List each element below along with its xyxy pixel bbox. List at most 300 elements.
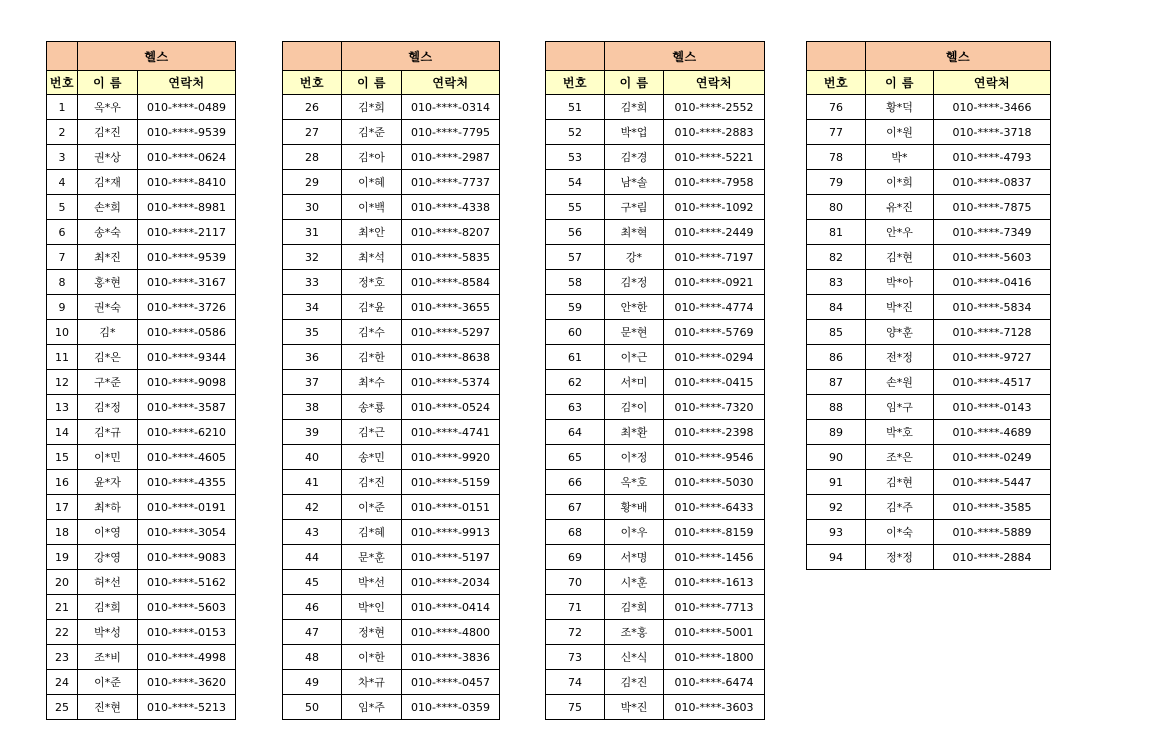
row-name-cell: 시*훈	[605, 570, 664, 595]
row-phone-cell: 010-****-5835	[402, 245, 500, 270]
table-row	[47, 595, 236, 620]
row-phone-cell: 010-****-5159	[402, 470, 500, 495]
row-name-cell: 조*비	[78, 645, 138, 670]
table-body	[546, 95, 765, 720]
table-row	[283, 420, 500, 445]
table-row	[283, 470, 500, 495]
row-number-cell: 31	[283, 220, 342, 245]
table-row	[283, 395, 500, 420]
title-corner-cell	[546, 42, 605, 71]
row-phone-cell: 010-****-0143	[934, 395, 1051, 420]
table-body	[47, 95, 236, 720]
row-number-cell: 44	[283, 545, 342, 570]
table-row	[807, 95, 1051, 120]
row-name-cell: 김*아	[342, 145, 402, 170]
table-row	[546, 345, 765, 370]
row-number-cell: 18	[47, 520, 78, 545]
row-phone-cell: 010-****-0586	[138, 320, 236, 345]
row-name-cell: 이*희	[866, 170, 934, 195]
table-row	[807, 245, 1051, 270]
row-name-cell: 문*현	[605, 320, 664, 345]
row-phone-cell: 010-****-5197	[402, 545, 500, 570]
row-name-cell: 박*성	[78, 620, 138, 645]
table-title: 헬스	[342, 42, 500, 71]
row-number-cell: 46	[283, 595, 342, 620]
row-number-cell: 65	[546, 445, 605, 470]
table-row	[47, 620, 236, 645]
table-row	[546, 395, 765, 420]
row-number-cell: 24	[47, 670, 78, 695]
row-name-cell: 박*인	[342, 595, 402, 620]
row-number-cell: 84	[807, 295, 866, 320]
row-name-cell: 강*영	[78, 545, 138, 570]
table-title: 헬스	[605, 42, 765, 71]
row-number-cell: 33	[283, 270, 342, 295]
row-number-cell: 9	[47, 295, 78, 320]
row-phone-cell: 010-****-4605	[138, 445, 236, 470]
row-number-cell: 60	[546, 320, 605, 345]
row-phone-cell: 010-****-1613	[664, 570, 765, 595]
table-row	[47, 120, 236, 145]
row-name-cell: 김*규	[78, 420, 138, 445]
table-row	[47, 695, 236, 720]
row-name-cell: 정*현	[342, 620, 402, 645]
row-number-cell: 85	[807, 320, 866, 345]
row-phone-cell: 010-****-3167	[138, 270, 236, 295]
row-name-cell: 김*현	[866, 245, 934, 270]
row-phone-cell: 010-****-3620	[138, 670, 236, 695]
row-phone-cell: 010-****-3585	[934, 495, 1051, 520]
row-phone-cell: 010-****-7958	[664, 170, 765, 195]
row-phone-cell: 010-****-0624	[138, 145, 236, 170]
table-row	[283, 370, 500, 395]
row-number-cell: 58	[546, 270, 605, 295]
table-row	[546, 670, 765, 695]
row-phone-cell: 010-****-3054	[138, 520, 236, 545]
row-number-cell: 79	[807, 170, 866, 195]
table-row	[283, 620, 500, 645]
row-phone-cell: 010-****-0489	[138, 95, 236, 120]
row-phone-cell: 010-****-0921	[664, 270, 765, 295]
row-name-cell: 최*진	[78, 245, 138, 270]
column-header-name: 이 름	[866, 71, 934, 95]
row-number-cell: 91	[807, 470, 866, 495]
column-header-phone: 연락처	[138, 71, 236, 95]
table-row	[47, 195, 236, 220]
row-name-cell: 윤*자	[78, 470, 138, 495]
table-row	[546, 170, 765, 195]
row-name-cell: 이*준	[78, 670, 138, 695]
row-name-cell: 송*룡	[342, 395, 402, 420]
row-name-cell: 남*솔	[605, 170, 664, 195]
row-phone-cell: 010-****-8981	[138, 195, 236, 220]
table-row	[47, 670, 236, 695]
row-number-cell: 22	[47, 620, 78, 645]
row-name-cell: 김*희	[78, 595, 138, 620]
table-row	[807, 295, 1051, 320]
row-phone-cell: 010-****-6210	[138, 420, 236, 445]
row-phone-cell: 010-****-5447	[934, 470, 1051, 495]
row-phone-cell: 010-****-8207	[402, 220, 500, 245]
row-number-cell: 37	[283, 370, 342, 395]
row-phone-cell: 010-****-4774	[664, 295, 765, 320]
table-row	[47, 420, 236, 445]
row-name-cell: 황*덕	[866, 95, 934, 120]
row-name-cell: 김*근	[342, 420, 402, 445]
row-phone-cell: 010-****-7128	[934, 320, 1051, 345]
row-number-cell: 3	[47, 145, 78, 170]
row-phone-cell: 010-****-1456	[664, 545, 765, 570]
table-row	[283, 445, 500, 470]
row-phone-cell: 010-****-0837	[934, 170, 1051, 195]
table-row	[283, 570, 500, 595]
column-header-number: 번호	[546, 71, 605, 95]
row-name-cell: 옥*우	[78, 95, 138, 120]
row-name-cell: 김*희	[342, 95, 402, 120]
table-title: 헬스	[866, 42, 1051, 71]
row-name-cell: 전*정	[866, 345, 934, 370]
row-number-cell: 21	[47, 595, 78, 620]
row-name-cell: 이*원	[866, 120, 934, 145]
row-number-cell: 42	[283, 495, 342, 520]
row-phone-cell: 010-****-3655	[402, 295, 500, 320]
row-number-cell: 61	[546, 345, 605, 370]
row-number-cell: 80	[807, 195, 866, 220]
table-row	[283, 520, 500, 545]
row-name-cell: 이*숙	[866, 520, 934, 545]
row-number-cell: 2	[47, 120, 78, 145]
row-number-cell: 67	[546, 495, 605, 520]
table-row	[283, 495, 500, 520]
table-row	[283, 345, 500, 370]
table-row	[47, 495, 236, 520]
row-number-cell: 41	[283, 470, 342, 495]
row-name-cell: 최*안	[342, 220, 402, 245]
row-name-cell: 최*하	[78, 495, 138, 520]
row-number-cell: 34	[283, 295, 342, 320]
row-name-cell: 최*혁	[605, 220, 664, 245]
column-header-phone: 연락처	[664, 71, 765, 95]
table-row	[546, 320, 765, 345]
row-number-cell: 11	[47, 345, 78, 370]
row-number-cell: 35	[283, 320, 342, 345]
row-name-cell: 서*미	[605, 370, 664, 395]
table-row	[807, 170, 1051, 195]
row-name-cell: 권*상	[78, 145, 138, 170]
table-row	[47, 445, 236, 470]
row-name-cell: 김*재	[78, 170, 138, 195]
table-row	[47, 645, 236, 670]
row-name-cell: 김*정	[78, 395, 138, 420]
row-number-cell: 47	[283, 620, 342, 645]
row-number-cell: 10	[47, 320, 78, 345]
table-row	[807, 470, 1051, 495]
row-phone-cell: 010-****-3466	[934, 95, 1051, 120]
table-row	[546, 595, 765, 620]
row-number-cell: 43	[283, 520, 342, 545]
row-name-cell: 양*훈	[866, 320, 934, 345]
row-phone-cell: 010-****-2987	[402, 145, 500, 170]
row-number-cell: 50	[283, 695, 342, 720]
row-name-cell: 안*우	[866, 220, 934, 245]
row-name-cell: 서*명	[605, 545, 664, 570]
row-number-cell: 62	[546, 370, 605, 395]
row-number-cell: 54	[546, 170, 605, 195]
row-name-cell: 임*구	[866, 395, 934, 420]
row-name-cell: 송*민	[342, 445, 402, 470]
row-phone-cell: 010-****-5030	[664, 470, 765, 495]
row-name-cell: 이*백	[342, 195, 402, 220]
row-name-cell: 신*식	[605, 645, 664, 670]
row-name-cell: 김*한	[342, 345, 402, 370]
table-row	[807, 520, 1051, 545]
row-name-cell: 박*진	[605, 695, 664, 720]
row-number-cell: 27	[283, 120, 342, 145]
row-number-cell: 15	[47, 445, 78, 470]
row-phone-cell: 010-****-4800	[402, 620, 500, 645]
row-name-cell: 이*우	[605, 520, 664, 545]
row-name-cell: 구*준	[78, 370, 138, 395]
row-phone-cell: 010-****-9920	[402, 445, 500, 470]
table-row	[546, 120, 765, 145]
row-number-cell: 45	[283, 570, 342, 595]
row-number-cell: 93	[807, 520, 866, 545]
table-row	[807, 145, 1051, 170]
column-header-name: 이 름	[78, 71, 138, 95]
table-row	[47, 370, 236, 395]
row-phone-cell: 010-****-5213	[138, 695, 236, 720]
row-name-cell: 이*준	[342, 495, 402, 520]
row-phone-cell: 010-****-0249	[934, 445, 1051, 470]
column-header-number: 번호	[807, 71, 866, 95]
row-phone-cell: 010-****-3587	[138, 395, 236, 420]
row-name-cell: 차*규	[342, 670, 402, 695]
row-phone-cell: 010-****-4517	[934, 370, 1051, 395]
row-phone-cell: 010-****-2117	[138, 220, 236, 245]
table-row	[283, 245, 500, 270]
row-name-cell: 문*훈	[342, 545, 402, 570]
row-name-cell: 이*영	[78, 520, 138, 545]
roster-table-2	[282, 41, 500, 720]
table-row	[47, 245, 236, 270]
row-phone-cell: 010-****-2398	[664, 420, 765, 445]
table-row	[807, 120, 1051, 145]
column-header-name: 이 름	[605, 71, 664, 95]
table-row	[283, 170, 500, 195]
row-name-cell: 이*정	[605, 445, 664, 470]
row-phone-cell: 010-****-8584	[402, 270, 500, 295]
row-phone-cell: 010-****-5374	[402, 370, 500, 395]
row-name-cell: 김*은	[78, 345, 138, 370]
row-number-cell: 87	[807, 370, 866, 395]
row-number-cell: 82	[807, 245, 866, 270]
row-name-cell: 진*현	[78, 695, 138, 720]
title-corner-cell	[807, 42, 866, 71]
row-number-cell: 89	[807, 420, 866, 445]
row-phone-cell: 010-****-1092	[664, 195, 765, 220]
row-name-cell: 조*홍	[605, 620, 664, 645]
row-phone-cell: 010-****-0294	[664, 345, 765, 370]
table-row	[546, 195, 765, 220]
row-number-cell: 16	[47, 470, 78, 495]
row-phone-cell: 010-****-0457	[402, 670, 500, 695]
table-title: 헬스	[78, 42, 236, 71]
row-number-cell: 48	[283, 645, 342, 670]
row-phone-cell: 010-****-0414	[402, 595, 500, 620]
row-number-cell: 30	[283, 195, 342, 220]
row-name-cell: 이*민	[78, 445, 138, 470]
row-name-cell: 박*업	[605, 120, 664, 145]
row-phone-cell: 010-****-9098	[138, 370, 236, 395]
table-row	[807, 495, 1051, 520]
row-name-cell: 허*선	[78, 570, 138, 595]
row-phone-cell: 010-****-1800	[664, 645, 765, 670]
table-row	[47, 320, 236, 345]
row-number-cell: 49	[283, 670, 342, 695]
row-phone-cell: 010-****-3718	[934, 120, 1051, 145]
table-row	[546, 445, 765, 470]
table-row	[283, 145, 500, 170]
row-name-cell: 박*호	[866, 420, 934, 445]
row-number-cell: 1	[47, 95, 78, 120]
row-phone-cell: 010-****-5834	[934, 295, 1051, 320]
row-phone-cell: 010-****-2883	[664, 120, 765, 145]
table-row	[283, 695, 500, 720]
row-phone-cell: 010-****-0314	[402, 95, 500, 120]
table-row	[546, 645, 765, 670]
table-row	[47, 395, 236, 420]
table-row	[546, 95, 765, 120]
row-name-cell: 이*혜	[342, 170, 402, 195]
row-name-cell: 임*주	[342, 695, 402, 720]
row-number-cell: 55	[546, 195, 605, 220]
row-name-cell: 김*진	[78, 120, 138, 145]
row-number-cell: 23	[47, 645, 78, 670]
row-name-cell: 박*	[866, 145, 934, 170]
row-number-cell: 70	[546, 570, 605, 595]
row-name-cell: 김*	[78, 320, 138, 345]
column-header-number: 번호	[283, 71, 342, 95]
table-row	[47, 170, 236, 195]
table-row	[546, 570, 765, 595]
row-name-cell: 박*아	[866, 270, 934, 295]
row-phone-cell: 010-****-7795	[402, 120, 500, 145]
table-row	[546, 245, 765, 270]
row-name-cell: 김*주	[866, 495, 934, 520]
row-name-cell: 김*경	[605, 145, 664, 170]
row-phone-cell: 010-****-0153	[138, 620, 236, 645]
table-body	[283, 95, 500, 720]
row-name-cell: 정*호	[342, 270, 402, 295]
row-phone-cell: 010-****-0415	[664, 370, 765, 395]
table-row	[546, 470, 765, 495]
table-row	[47, 145, 236, 170]
table-row	[546, 695, 765, 720]
row-phone-cell: 010-****-6433	[664, 495, 765, 520]
row-phone-cell: 010-****-7737	[402, 170, 500, 195]
table-row	[546, 545, 765, 570]
row-number-cell: 17	[47, 495, 78, 520]
row-phone-cell: 010-****-7875	[934, 195, 1051, 220]
row-name-cell: 김*현	[866, 470, 934, 495]
table-row	[546, 295, 765, 320]
row-name-cell: 김*진	[342, 470, 402, 495]
row-name-cell: 손*원	[866, 370, 934, 395]
table-row	[546, 620, 765, 645]
table-row	[546, 370, 765, 395]
row-phone-cell: 010-****-9539	[138, 245, 236, 270]
table-row	[807, 395, 1051, 420]
row-phone-cell: 010-****-5603	[138, 595, 236, 620]
row-phone-cell: 010-****-3836	[402, 645, 500, 670]
row-number-cell: 20	[47, 570, 78, 595]
row-number-cell: 66	[546, 470, 605, 495]
row-phone-cell: 010-****-5769	[664, 320, 765, 345]
row-phone-cell: 010-****-8159	[664, 520, 765, 545]
column-header-phone: 연락처	[402, 71, 500, 95]
table-row	[807, 195, 1051, 220]
column-header-name: 이 름	[342, 71, 402, 95]
row-number-cell: 74	[546, 670, 605, 695]
row-number-cell: 12	[47, 370, 78, 395]
row-number-cell: 4	[47, 170, 78, 195]
table-row	[47, 570, 236, 595]
row-number-cell: 69	[546, 545, 605, 570]
table-row	[546, 270, 765, 295]
table-row	[283, 645, 500, 670]
row-number-cell: 56	[546, 220, 605, 245]
row-number-cell: 77	[807, 120, 866, 145]
table-row	[283, 95, 500, 120]
table-body	[807, 95, 1051, 570]
row-name-cell: 옥*호	[605, 470, 664, 495]
row-phone-cell: 010-****-4998	[138, 645, 236, 670]
row-number-cell: 38	[283, 395, 342, 420]
row-phone-cell: 010-****-0191	[138, 495, 236, 520]
row-number-cell: 25	[47, 695, 78, 720]
title-corner-cell	[47, 42, 78, 71]
row-name-cell: 최*석	[342, 245, 402, 270]
row-name-cell: 홍*현	[78, 270, 138, 295]
row-number-cell: 53	[546, 145, 605, 170]
table-row	[283, 195, 500, 220]
table-row	[546, 495, 765, 520]
row-number-cell: 88	[807, 395, 866, 420]
row-name-cell: 이*근	[605, 345, 664, 370]
table-row	[47, 545, 236, 570]
row-phone-cell: 010-****-8410	[138, 170, 236, 195]
row-phone-cell: 010-****-2884	[934, 545, 1051, 570]
row-number-cell: 5	[47, 195, 78, 220]
column-header-number: 번호	[47, 71, 78, 95]
row-phone-cell: 010-****-3726	[138, 295, 236, 320]
table-row	[546, 520, 765, 545]
table-row	[47, 95, 236, 120]
row-name-cell: 조*은	[866, 445, 934, 470]
row-number-cell: 57	[546, 245, 605, 270]
row-name-cell: 김*윤	[342, 295, 402, 320]
row-name-cell: 박*선	[342, 570, 402, 595]
title-corner-cell	[283, 42, 342, 71]
row-phone-cell: 010-****-6474	[664, 670, 765, 695]
table-row	[807, 445, 1051, 470]
row-number-cell: 19	[47, 545, 78, 570]
table-row	[283, 320, 500, 345]
row-number-cell: 76	[807, 95, 866, 120]
row-name-cell: 안*한	[605, 295, 664, 320]
table-row	[47, 520, 236, 545]
row-number-cell: 8	[47, 270, 78, 295]
